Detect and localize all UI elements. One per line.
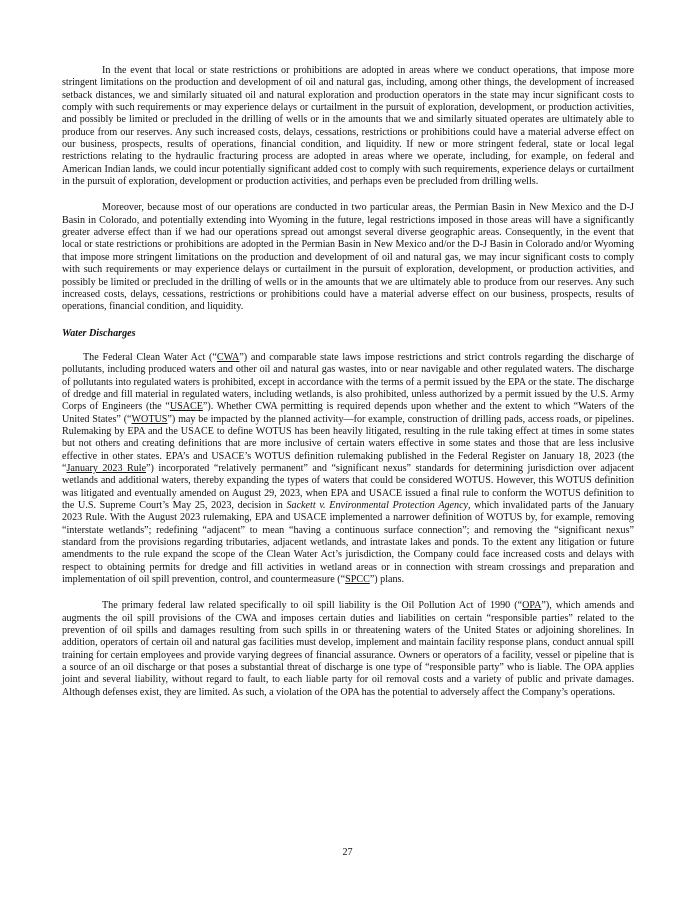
paragraph-clean-water-act	[62, 352, 634, 587]
text-segment: ”) and comparable state laws impose restrictions and strict controls regarding the discharge of pollutants, including produced waters and other oil and natural gas wastes, into or near navigable and other regulated waters. The discharge of pollutants into regulated waters is prohibited, except in accordance with the terms of a permit issued by the EPA or the state. The discharge of dredge and fill material in regulated waters, including wetlands, is also prohibited, unless authorized by a permit issued by the U.S. Army Corps of Engineers (the “	[62, 351, 634, 413]
case-name-sackett: Sackett v. Environmental Protection Agency	[286, 500, 469, 511]
paragraph-local-state-restrictions: In the event that local or state restrictions or prohibitions are adopted in areas where we conduct operations, that impose more stringent limitations on the production and development of oil and natural gas, including, among other things, the development of increased setback distances, we and similarly situated oil and natural exploration and production operators in the state may incur significant costs to comply with such requirements or may experience delays or curtailment in the pursuit of exploration, development, or production activities, and possibly be limited or precluded in the drilling of wells or in the amounts that we and similarly situated operates are ultimately able to produce from our reserves. Any such increased costs, delays, cessations, restrictions or prohibitions could have a material adverse effect on our business, prospects, results of operations, financial condition, and liquidity. If new or more stringent federal, state or local legal restrictions relating to the hydraulic fracturing process are adopted in areas where we operate, including, for example, on federal and American Indian lands, we could incur potentially significant added cost to comply with such requirements, experience delays or curtailment in the pursuit of exploration, development or production activities, and perhaps even be precluded from drilling wells.	[62, 65, 634, 188]
text-segment: The Federal Clean Water Act (“	[83, 351, 217, 363]
document-page	[62, 65, 634, 713]
text-segment: ”) plans.	[369, 574, 405, 586]
text-segment: , which invalidated parts of the January 2023 Rule. With the August 2023 rulemaking, EPA and USACE implemented a narrower definition of WOTUS by, for example, removing “interstate wetlands”; redefining “adjacent” to mean “having a continuous surface connection”; and removing the “significant nexus” standard from the provisions regarding tributaries, adjacent wetlands, and intrastate lakes and ponds. To the extent any litigation or future amendments to the rule expand the scope of the Clean Water Act’s jurisdiction, the Company could face increased costs and delays with respect to obtaining permits for dredge and fill activities in wetland areas or in connection with stream crossings and preparation and implementation of oil spill prevention, control, and countermeasure (“	[62, 500, 635, 586]
paragraph-oil-pollution-act	[62, 600, 634, 699]
paragraph-geographic-concentration: Moreover, because most of our operations are conducted in two particular areas, the Permian Basin in New Mexico and the D-J Basin in Colorado, and potentially extending into Wyoming in the future, legal restrictions imposed in those areas will have a significantly greater adverse effect than if we had our operations spread out amongst several diverse geographic areas. Consequently, in the event that local or state restrictions or prohibitions are adopted in the Permian Basin in New Mexico and/or the D-J Basin in Colorado and/or Wyoming that impose more stringent limitations on the production and development of oil and natural gas, we may incur significant costs to comply with such requirements or may experience delays or curtailment in the pursuit of exploration, development, or production activities, and possibly be limited or precluded in the drilling of wells or in the amounts that we are ultimately able to produce from our reserves. Any such increased costs, delays, cessations, restrictions or prohibitions could have a material adverse effect on our business, prospects, results of operations, financial condition, and liquidity.	[62, 202, 634, 313]
page-number: 27	[342, 847, 353, 858]
defined-term-cwa: CWA	[216, 351, 240, 363]
text-segment: ”). Whether CWA permitting is required depends upon whether and the extent to which “Waters of the United States” (“	[62, 401, 635, 425]
text-segment: ”), which amends and augments the oil spill provisions of the CWA and imposes certain duties and liabilities on certain “responsible parties” related to the prevention of oil spills and damages resulting from such spills in or threatening waters of the United States or adjoining shorelines. In addition, operators of certain oil and natural gas facilities must develop, implement and maintain facility response plans, conduct annual spill training for certain employees and provide varying degrees of financial assurance. Owners or operators of a facility, vessel or pipeline that is a source of an oil discharge or that poses a substantial threat of discharge is one type of “responsible party” who is liable. The OPA applies joint and several liability, without regard to fault, to each liable party for oil removal costs and a variety of public and private damages. Although defenses exist, they are limited. As such, a violation of the OPA has the potential to adversely affect the Company’s operations.	[62, 600, 635, 698]
defined-term-spcc: SPCC	[345, 574, 370, 586]
section-heading-water-discharges: Water Discharges	[62, 327, 136, 339]
defined-term-usace: USACE	[169, 401, 203, 413]
text-segment: ”) incorporated “relatively permanent” and “significant nexus” standards for determining jurisdiction over adjacent wetlands and additional waters, thereby expanding the types of waters that could be considered WOTUS. However, this WOTUS definition was litigated and eventually amended on August 29, 2023, when EPA and USACE issued a final rule to conform the WOTUS definition to the U.S. Supreme Court’s May 25, 2023, decision in	[62, 462, 634, 511]
defined-term-wotus: WOTUS	[131, 413, 168, 425]
defined-term-january-2023-rule: January 2023 Rule	[66, 462, 147, 474]
defined-term-opa: OPA	[522, 600, 542, 612]
text-segment: The primary federal law related specifically to oil spill liability is the Oil Pollution Act of 1990 (“	[102, 600, 523, 612]
text-segment: ”) may be impacted by the planned activity—for example, construction of drilling pads, access roads, or pipelines. Rulemaking by EPA and the USACE to define WOTUS has been heavily litigated, resulting in the rule taking effect at times in some states but not others and creating definitions that are more inclusive of certain waters effective in some states and those that are less inclusive effective in other states. EPA’s and USACE’s WOTUS definition rulemaking published in the Federal Register on January 18, 2023 (the “	[62, 413, 634, 474]
